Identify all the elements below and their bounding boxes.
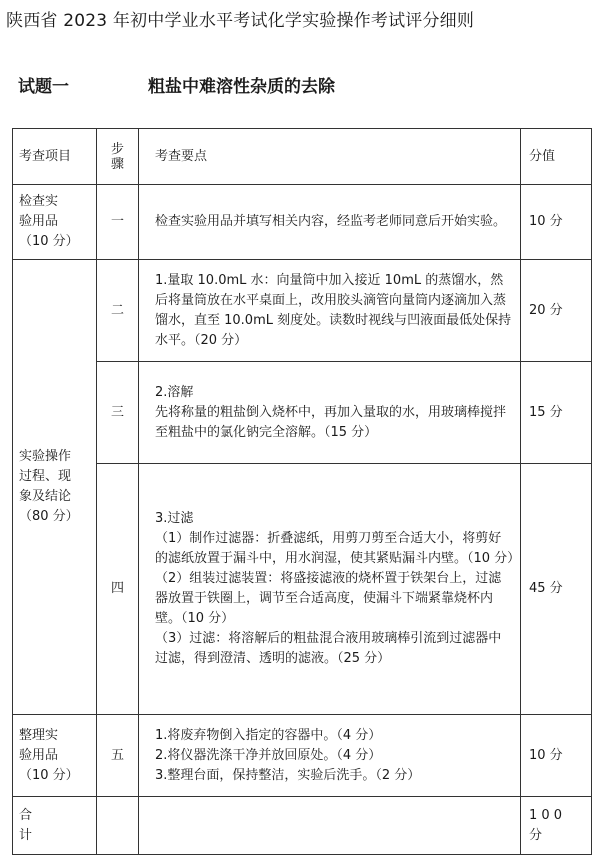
score-check: 10 分 bbox=[521, 185, 592, 260]
subject-heading bbox=[18, 72, 335, 97]
filter-sub-1: （1）制作过滤器：折叠滤纸，用剪刀剪至合适大小，将剪好的滤纸放置于漏斗中，用水润湿，使其紧贴漏斗内壁。（10 分） bbox=[155, 531, 521, 566]
step-3: 三 bbox=[97, 362, 139, 464]
points-filter: 3.过滤 （1）制作过滤器：折叠滤纸，用剪刀剪至合适大小，将剪好的滤纸放置于漏斗中，用水润湿，使其紧贴漏斗内壁。（10 分） （2）组装过滤装置：将盛接滤液的烧杯置于铁架台上，过滤器放置于铁圈上，调节至合适高度，使漏斗下端紧靠烧杯内壁。（10 分） （3）过滤：将溶解后的粗盐混合液用玻璃棒引流到过滤器中过滤，得到澄清、透明的滤液。（25 分） bbox=[139, 464, 521, 715]
table-total-row bbox=[13, 797, 592, 855]
total-score: 1 0 0 分 bbox=[521, 797, 592, 855]
score-filter: 45 分 bbox=[521, 464, 592, 715]
points-dissolve: 2.溶解 先将称量的粗盐倒入烧杯中，再加入量取的水，用玻璃棒搅拌至粗盐中的氯化钠完全溶解。（15 分） bbox=[139, 362, 521, 464]
score-dissolve: 15 分 bbox=[521, 362, 592, 464]
points-tidy: 1.将废弃物倒入指定的容器中。（4 分） 2.将仪器洗涤干净并放回原处。（4 分） 3.整理台面，保持整洁，实验后洗手。（2 分） bbox=[139, 715, 521, 797]
header-item: 考查项目 bbox=[13, 129, 97, 185]
header-score: 分值 bbox=[521, 129, 592, 185]
table-row bbox=[13, 362, 592, 464]
filter-sub-2: （2）组装过滤装置：将盛接滤液的烧杯置于铁架台上，过滤器放置于铁圈上，调节至合适高度，使漏斗下端紧靠烧杯内壁。（10 分） bbox=[155, 571, 502, 626]
total-label: 合计 bbox=[13, 797, 97, 855]
table-row bbox=[13, 464, 592, 715]
step-4: 四 bbox=[97, 464, 139, 715]
step-5: 五 bbox=[97, 715, 139, 797]
step-1: 一 bbox=[97, 185, 139, 260]
subject-name: 粗盐中难溶性杂质的去除 bbox=[148, 77, 335, 97]
table-row bbox=[13, 715, 592, 797]
score-tidy: 10 分 bbox=[521, 715, 592, 797]
table-header-row bbox=[13, 129, 592, 185]
header-points: 考查要点 bbox=[139, 129, 521, 185]
score-measure: 20 分 bbox=[521, 260, 592, 362]
step-2: 二 bbox=[97, 260, 139, 362]
table-row bbox=[13, 260, 592, 362]
table-row bbox=[13, 185, 592, 260]
total-points-empty bbox=[139, 797, 521, 855]
scoring-table bbox=[12, 128, 592, 855]
item-tidy: 整理实 验用品 （10 分） bbox=[13, 715, 97, 797]
points-check: 检查实验用品并填写相关内容，经监考老师同意后开始实验。 bbox=[139, 185, 521, 260]
total-step-empty bbox=[97, 797, 139, 855]
subject-number: 试题一 bbox=[18, 77, 69, 97]
page-title: 陕西省 2023 年初中学业水平考试化学实验操作考试评分细则 bbox=[6, 11, 475, 31]
item-check: 检查实 验用品 （10 分） bbox=[13, 185, 97, 260]
item-operation: 实验操作 过程、现 象及结论 （80 分） bbox=[13, 260, 97, 715]
filter-sub-3: （3）过滤：将溶解后的粗盐混合液用玻璃棒引流到过滤器中过滤，得到澄清、透明的滤液。（25 分） bbox=[155, 631, 502, 666]
header-step: 步 骤 bbox=[97, 129, 139, 185]
points-measure: 1.量取 10.0mL 水：向量筒中加入接近 10mL 的蒸馏水，然后将量筒放在水平桌面上，改用胶头滴管向量筒内逐滴加入蒸馏水，直至 10.0mL 刻度处。读数时视线与凹液面最低处保持水平。（20 分） bbox=[139, 260, 521, 362]
